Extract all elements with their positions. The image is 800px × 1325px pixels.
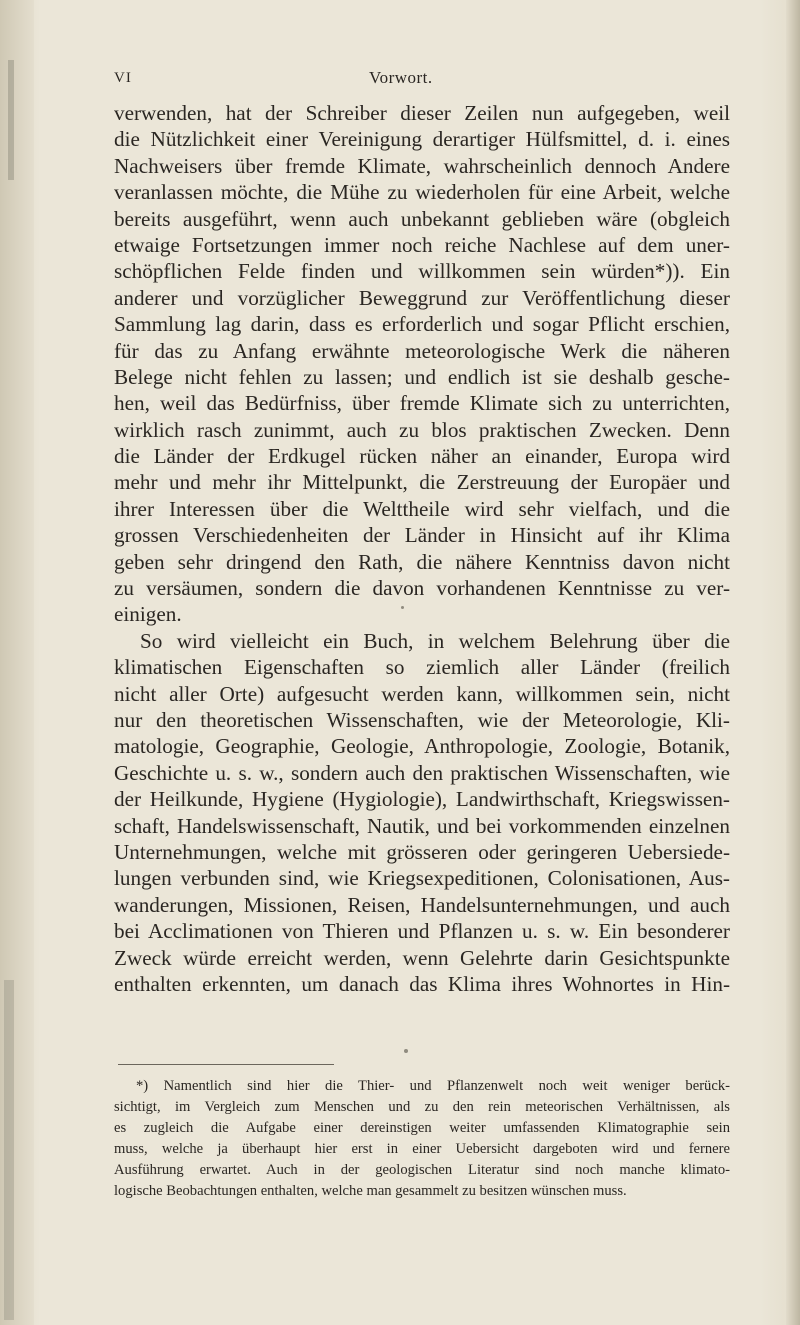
text-line: lungen verbunden sind, wie Kriegsexpeditionen, Colonisationen, Aus- xyxy=(114,866,730,891)
footnote-line: muss, welche ja überhaupt hier erst in einer Uebersicht dargeboten wird und fernere xyxy=(114,1141,730,1157)
text-line: einigen. xyxy=(114,602,182,627)
footnote-line: Ausführung erwartet. Auch in der geologischen Literatur sind noch manche klimato- xyxy=(114,1162,730,1178)
footnote xyxy=(114,1076,730,1202)
text-line: für das zu Anfang erwähnte meteorologische Werk die näheren xyxy=(114,338,730,363)
text-line: Belege nicht fehlen zu lassen; und endlich ist sie deshalb gesche- xyxy=(114,364,730,389)
paper-speck xyxy=(401,606,404,609)
paragraph-first-line: So wird vielleicht ein Buch, in welchem Belehrung über die xyxy=(140,628,730,653)
binding-shadow xyxy=(8,60,14,180)
text-line: die Nützlichkeit einer Vereinigung derartiger Hülfsmittel, d. i. eines xyxy=(114,127,730,152)
text-line: die Länder der Erdkugel rücken näher an einander, Europa wird xyxy=(114,444,730,469)
text-line: nur den theoretischen Wissenschaften, wie der Meteorologie, Kli- xyxy=(114,707,730,732)
text-line: wanderungen, Missionen, Reisen, Handelsunternehmungen, und auch xyxy=(114,892,730,917)
page-fore-edge xyxy=(786,0,800,1325)
text-line: etwaige Fortsetzungen immer noch reiche Nachlese auf dem uner- xyxy=(114,232,730,257)
page-number: VI xyxy=(114,70,132,86)
text-line: enthalten erkennten, um danach das Klima ihres Wohnortes in Hin- xyxy=(114,971,730,996)
text-line: verwenden, hat der Schreiber dieser Zeilen nun aufgegeben, weil xyxy=(114,101,730,125)
text-line: nicht aller Orte) aufgesucht werden kann, willkommen sein, nicht xyxy=(114,681,730,706)
text-line: der Heilkunde, Hygiene (Hygiologie), Landwirthschaft, Kriegswissen- xyxy=(114,787,730,812)
footnote-rule xyxy=(118,1064,334,1065)
text-line: Sammlung lag darin, dass es erforderlich und sogar Pflicht erschien, xyxy=(114,312,730,337)
text-line: Unternehmungen, welche mit grösseren oder geringeren Uebersiede- xyxy=(114,839,730,864)
text-line: matologie, Geographie, Geologie, Anthropologie, Zoologie, Botanik, xyxy=(114,734,730,759)
text-line: grossen Verschiedenheiten der Länder in Hinsicht auf ihr Klima xyxy=(114,523,730,548)
text-line: hen, weil das Bedürfniss, über fremde Klimate sich zu unterrichten, xyxy=(114,391,730,416)
body-text xyxy=(114,100,730,997)
binding-shadow xyxy=(4,980,14,1320)
footnote-line: es zugleich die Aufgabe einer dereinstigen weiter umfassenden Klimatographie sein xyxy=(114,1120,730,1136)
text-line: bei Acclimationen von Thieren und Pflanzen u. s. w. Ein besonderer xyxy=(114,919,730,944)
text-line: Zweck würde erreicht werden, wenn Gelehrte darin Gesichtspunkte xyxy=(114,945,730,970)
text-line: klimatischen Eigenschaften so ziemlich aller Länder (freilich xyxy=(114,655,730,680)
text-line: Geschichte u. s. w., sondern auch den praktischen Wissenschaften, wie xyxy=(114,760,730,785)
text-line: mehr und mehr ihr Mittelpunkt, die Zerstreuung der Europäer und xyxy=(114,470,730,495)
text-line: Nachweisers über fremde Klimate, wahrscheinlich dennoch Andere xyxy=(114,153,730,178)
text-line: wirklich rasch zunimmt, auch zu blos praktischen Zwecken. Denn xyxy=(114,417,730,442)
footnote-line: *) Namentlich sind hier die Thier- und Pflanzenwelt noch weit weniger berück- xyxy=(136,1078,730,1094)
text-line: bereits ausgeführt, wenn auch unbekannt geblieben wäre (obgleich xyxy=(114,206,730,231)
text-line: zu versäumen, sondern die davon vorhandenen Kenntnisse zu ver- xyxy=(114,576,730,601)
page-binding-edge xyxy=(0,0,34,1325)
text-line: schöpflichen Felde finden und willkommen sein würden*)). Ein xyxy=(114,259,730,284)
text-line: veranlassen möchte, die Mühe zu wiederholen für eine Arbeit, welche xyxy=(114,180,730,205)
running-head: Vorwort. xyxy=(369,68,433,87)
footnote-line: logische Beobachtungen enthalten, welche man gesammelt zu besitzen wünschen muss. xyxy=(114,1183,627,1199)
paper-speck xyxy=(404,1049,408,1053)
footnote-line: sichtigt, im Vergleich zum Menschen und zu den rein meteorischen Verhältnissen, als xyxy=(114,1099,730,1115)
text-line: geben sehr dringend den Rath, die nähere Kenntniss davon nicht xyxy=(114,549,730,574)
text-line: schaft, Handelswissenschaft, Nautik, und bei vorkommenden einzelnen xyxy=(114,813,730,838)
text-line: ihrer Interessen über die Welttheile wird sehr vielfach, und die xyxy=(114,496,730,521)
text-line: anderer und vorzüglicher Beweggrund zur Veröffentlichung dieser xyxy=(114,285,730,310)
page-header xyxy=(114,70,714,94)
